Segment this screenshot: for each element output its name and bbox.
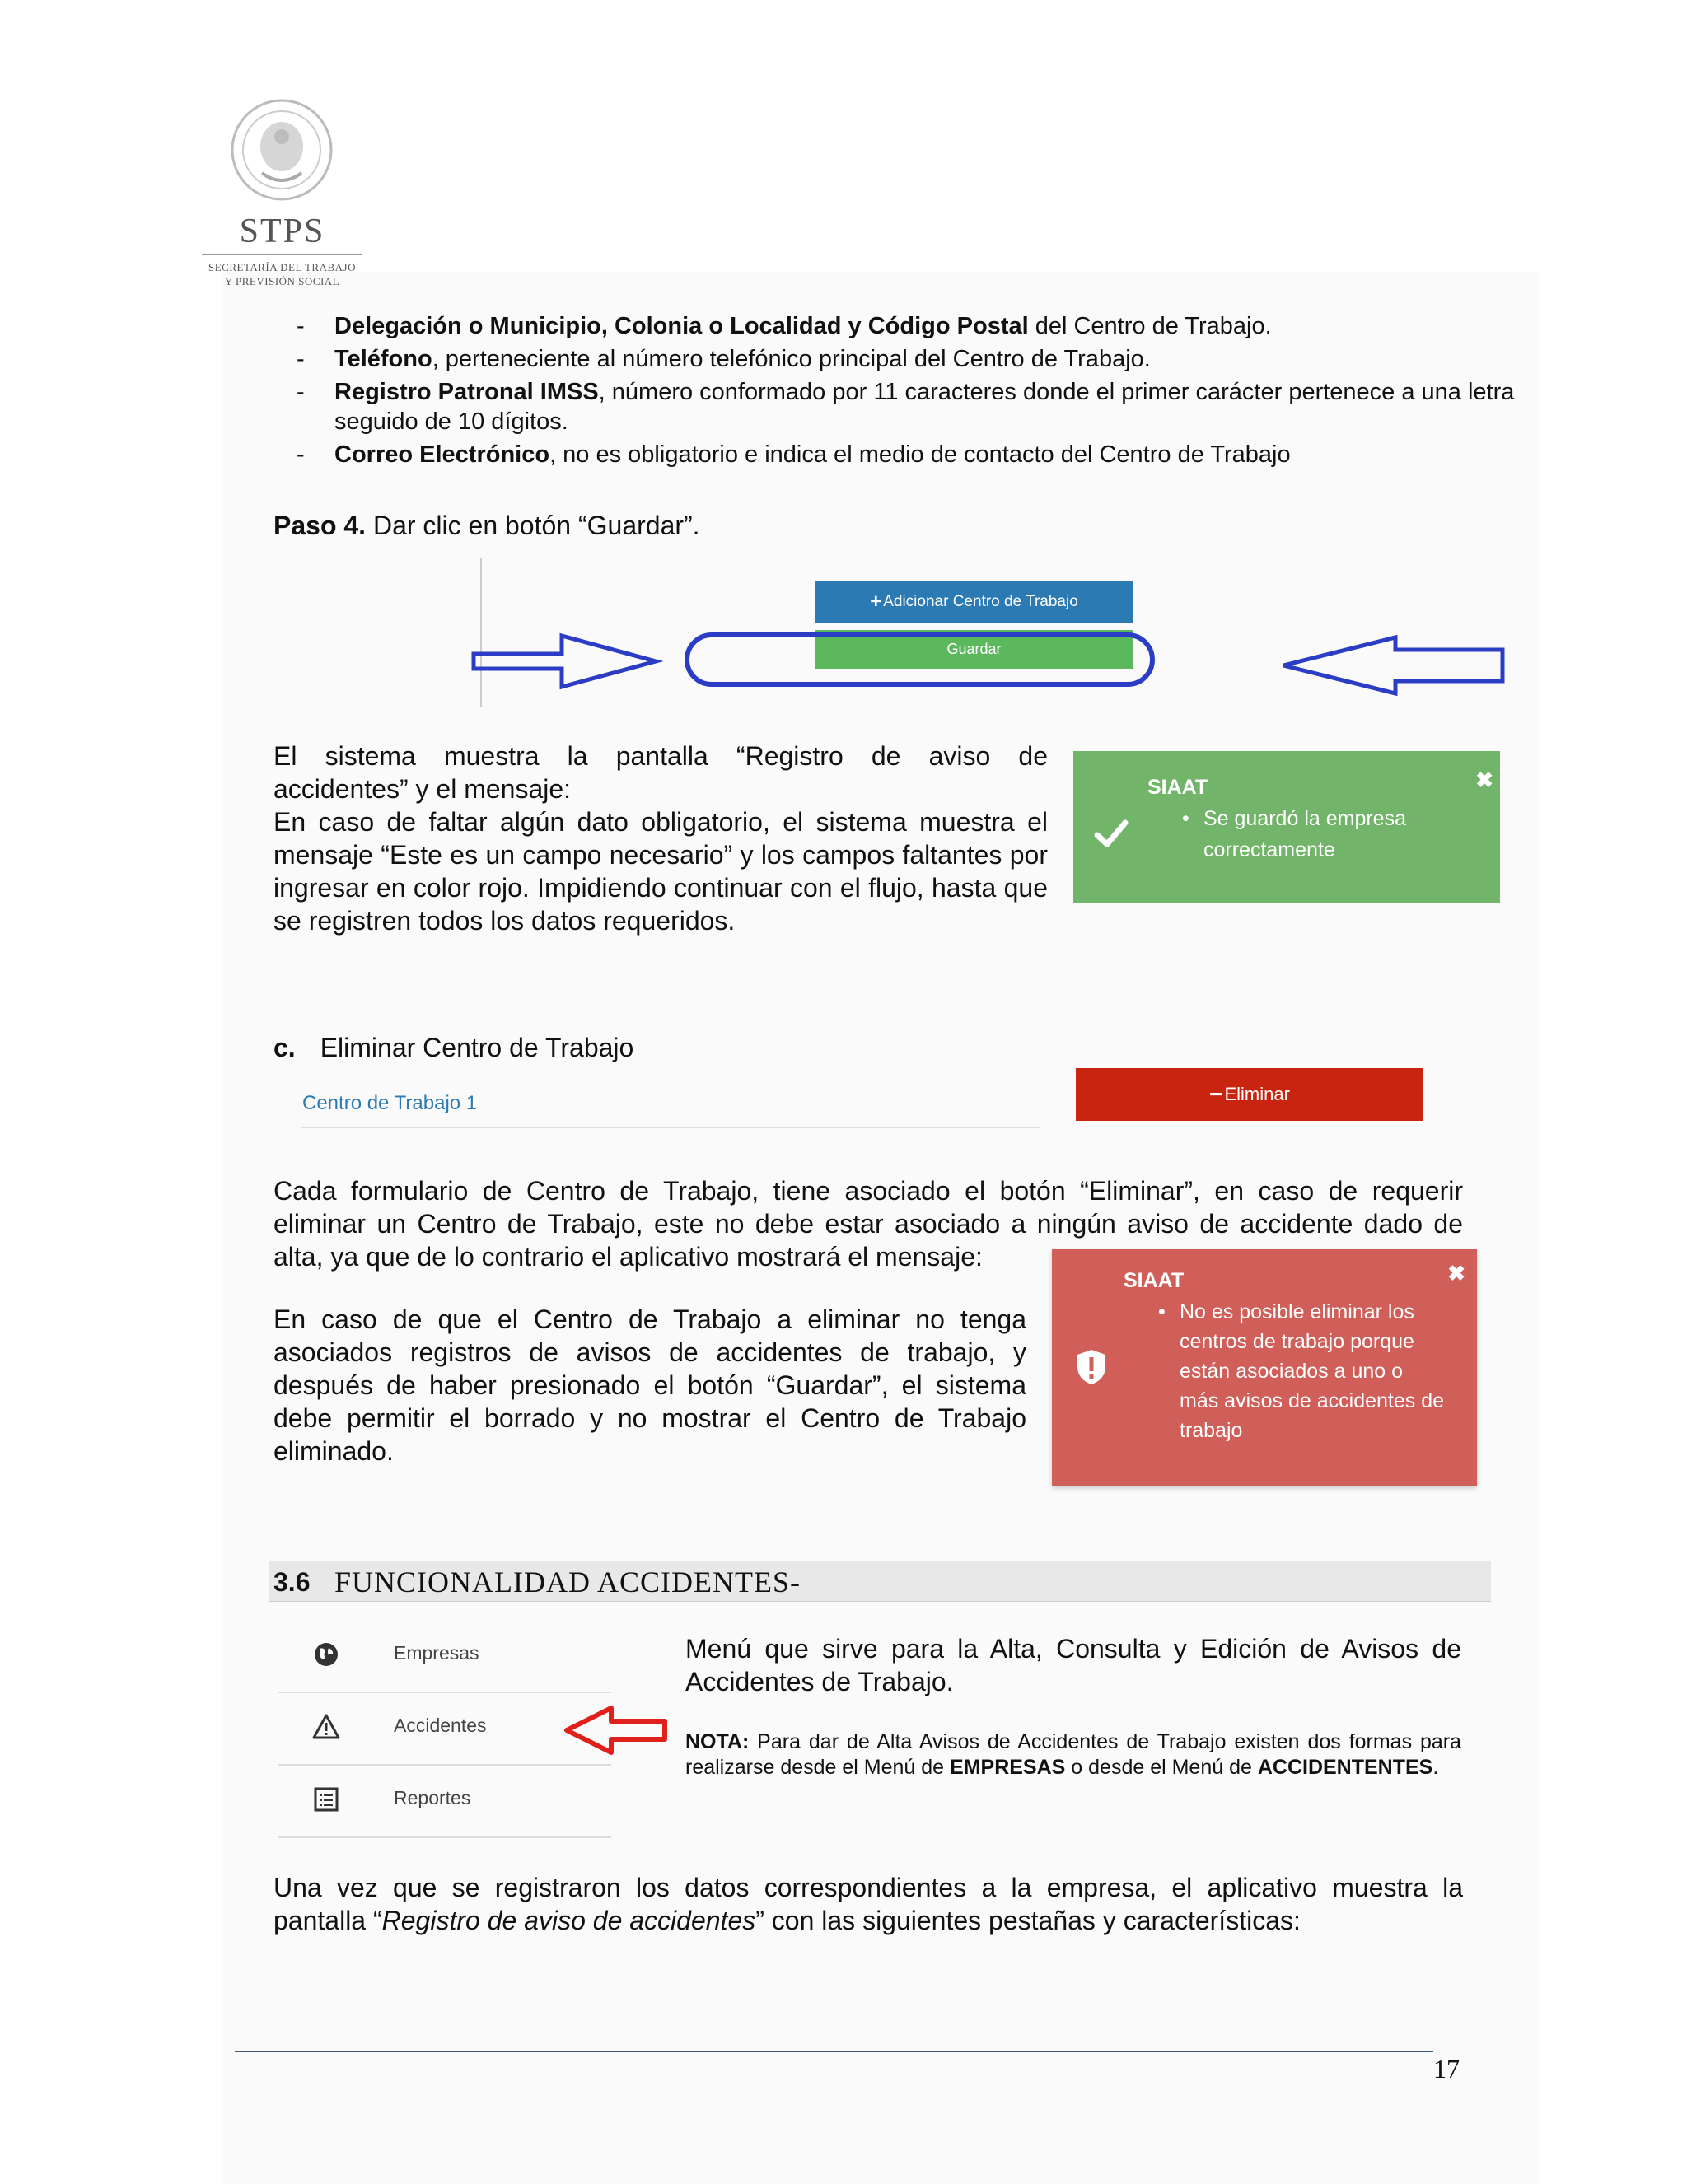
shield-icon <box>1075 1348 1108 1386</box>
globe-icon <box>312 1640 340 1668</box>
alert-title: SIAAT <box>1147 776 1208 799</box>
success-alert <box>1073 751 1500 903</box>
highlight-oval <box>687 635 1152 684</box>
warning-icon <box>312 1713 340 1741</box>
page-number: 17 <box>1433 2054 1460 2084</box>
sidebar-item-reportes[interactable] <box>278 1766 611 1838</box>
sidebar-item-label: Empresas <box>394 1642 479 1664</box>
close-icon[interactable]: ✖ <box>1447 1261 1465 1286</box>
alert-title: SIAAT <box>1124 1269 1185 1292</box>
final-paragraph: Una vez que se registraron los datos correspondientes a la empresa, el aplicativo muestra la pantalla “Registro de aviso de accidentes” con las siguientes pestañas y características: <box>273 1873 1463 1935</box>
alert-message: • No es posible eliminar los <box>1180 1297 1414 1327</box>
alert-message: • Se guardó la empresa <box>1203 804 1406 833</box>
save-button[interactable]: Guardar <box>815 630 1133 669</box>
list-icon <box>312 1785 340 1813</box>
plus-icon: + <box>870 590 882 613</box>
registro-paragraph: El sistema muestra la pantalla “Registro de aviso de accidentes” y el mensaje: En caso de faltar algún dato obligatorio, el sistema muestra el mensaje “Este es un campo necesario” y los campos faltantes por ingresar en color rojo. Impidiendo continuar con el flujo, hasta que se registren todos los datos requeridos. <box>273 741 1048 936</box>
list-item: - Teléfono, perteneciente al número telefónico principal del Centro de Trabajo. <box>297 346 1151 372</box>
logo-divider <box>202 254 362 255</box>
paso-4-text: Paso 4. Dar clic en botón “Guardar”. <box>273 511 700 540</box>
list-item: - Registro Patronal IMSS, número conformado por 11 caracteres donde el primer carácter pertenece a una letra seguido de 10 dígitos. <box>297 379 1515 435</box>
section-heading <box>269 1561 1491 1602</box>
right-arrow-icon <box>474 636 656 687</box>
add-work-center-button[interactable]: + Adicionar Centro de Trabajo <box>815 581 1133 623</box>
logo-abbreviation: STPS <box>239 212 325 250</box>
minus-icon: − <box>1209 1081 1223 1107</box>
close-icon[interactable]: ✖ <box>1475 768 1493 792</box>
section-title: FUNCIONALIDAD ACCIDENTES- <box>334 1566 801 1598</box>
stps-logo <box>202 212 362 288</box>
eliminar-paragraph-2: En caso de que el Centro de Trabajo a eliminar no tenga asociados registros de avisos de accidentes de trabajo, y después de haber presionado el botón “Guardar”, el sistema debe permitir el borrado y no mostrar el Centro de Trabajo eliminado. <box>273 1304 1026 1466</box>
left-arrow-icon <box>1283 637 1502 693</box>
list-item: - Delegación o Municipio, Colonia o Localidad y Código Postal del Centro de Trabajo. <box>297 313 1272 339</box>
footer-rule <box>235 2051 1433 2052</box>
field-bullet-list <box>297 311 1524 473</box>
logo-line-1: SECRETARÍA DEL TRABAJO <box>208 261 356 273</box>
delete-button[interactable]: − Eliminar <box>1076 1068 1423 1121</box>
highlight-annotation <box>470 626 1507 708</box>
error-alert <box>1052 1249 1477 1486</box>
check-icon <box>1093 817 1129 850</box>
logo-line-2: Y PREVISIÓN SOCIAL <box>224 275 340 287</box>
section-number: 3.6 <box>273 1567 311 1597</box>
work-center-label: Centro de Trabajo 1 <box>301 1085 1040 1128</box>
alert-message-continued: correctamente <box>1203 838 1335 861</box>
sidebar-item-label: Reportes <box>394 1787 471 1808</box>
eliminar-heading: c. Eliminar Centro de Trabajo <box>273 1033 634 1062</box>
pointer-arrow-icon <box>562 1701 669 1759</box>
nota-text: NOTA: Para dar de Alta Avisos de Accidentes de Trabajo existen dos formas para realizarse desde el Menú de EMPRESAS o desde el Menú de ACCIDENTENTES. <box>685 1730 1461 1779</box>
menu-description: Menú que sirve para la Alta, Consulta y Edición de Avisos de Accidentes de Trabajo. <box>685 1634 1461 1696</box>
eliminar-paragraph: Cada formulario de Centro de Trabajo, tiene asociado el botón “Eliminar”, en caso de requerir eliminar un Centro de Trabajo, este no debe estar asociado a ningún aviso de accidente dado de alta, ya que de lo contrario el aplicativo mostrará el mensaje: <box>273 1176 1463 1272</box>
alert-message-continued: centros de trabajo porque están asociados a uno o más avisos de accidentes de trabajo <box>1180 1330 1445 1442</box>
sidebar-item-empresas[interactable] <box>278 1621 611 1693</box>
sidebar-item-label: Accidentes <box>394 1715 487 1736</box>
seal-logo-icon <box>229 97 334 203</box>
list-item: - Correo Electrónico, no es obligatorio e indica el medio de contacto del Centro de Trabajo <box>297 441 1291 468</box>
